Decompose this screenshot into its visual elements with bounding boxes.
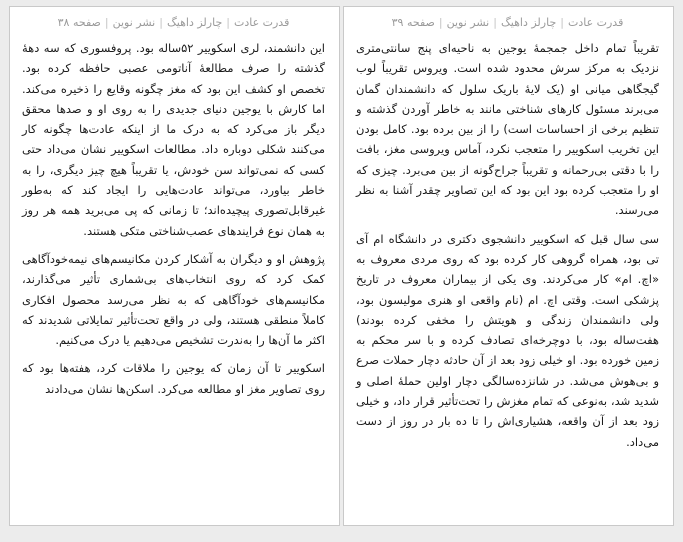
header-separator: | [159, 16, 163, 29]
header-separator: | [560, 16, 564, 29]
paragraph: این دانشمند، لری اسکوییر ۵۲ساله بود. پروفسوری که سه دههٔ گذشته را صرف مطالعهٔ آناتومی عصبی حافظه کرده بود. تخصص او کشف این بود که مغز چگونه وقایع را ذخیره می‌کند. اما کارش با یوجین دنیای جدیدی را به روی او و صدها محقق دیگر باز می‌کرد که به درک ما از اینکه عادت‌ها چگونه کار می‌کنند شکلی دوباره داد. مطالعات اسکوییر نشان می‌داد حتی کسی که نمی‌تواند سن خودش، یا تقریباً هیچ چیز دیگری، را به خاطر بیاورد، می‌تواند عادت‌هایی را ایجاد کند که به‌طور غیرقابل‌تصوری پیچیده‌اند؛ تا زمانی که پی می‌برید همه هر روز به همان نوع فرایندهای عصب‌شناختی متکی هستند. [22, 41, 326, 238]
book-title: قدرت عادت [567, 16, 624, 29]
author-name: چارلز داهیگ [500, 16, 557, 29]
paragraph: تقریباً تمام داخل جمجمهٔ یوجین به ناحیه‌ای پنج سانتی‌متری نزدیک به مرکز سرش محدود شده است. ویروس تقریباً لوب گیجگاهی میانی او (یک لایهٔ باریک سلول که دانشمندان گمان می‌برند مسئول کارهای شناختی مانند به خاطر آوردن گذشته و تنظیم برخی از احساسات است) را از بین برده بود. کامل بودن این تخریب اسکوییر را متعجب نکرد، آماس ویروسی مغز، بافت را با دقتی بی‌رحمانه و تقریباً جراح‌گونه از بین می‌برد. چیزی که او را متعجب کرده بود این بود که این تصاویر چقدر آشنا به نظر می‌رسند. [356, 41, 659, 218]
publisher-name: نشر نوین [446, 16, 490, 29]
publisher-name: نشر نوین [112, 16, 156, 29]
paragraph: پژوهش او و دیگران به آشکار کردن مکانیسم‌های نیمه‌خودآگاهی کمک کرد که روی انتخاب‌های بی‌شماری تأثیر می‌گذارند، مکانیسم‌های خودآگاهی که به نظر می‌رسد محصول افکاری کاملاً منطقی هستند، ولی در واقع تحت‌تأثیر تمایلاتی شدیدند که اکثر ما آن‌ها را به‌ندرت تشخیص می‌دهیم یا درک می‌کنیم. [22, 251, 325, 348]
header-separator: | [226, 16, 230, 29]
book-title: قدرت عادت [233, 16, 290, 29]
paragraph: سی سال قبل که اسکوییر دانشجوی دکتری در دانشگاه ام آی تی بود، همراه گروهی کار کرده بود که روی مردی معروف به «اچ. ام» کار می‌کردند. وی یکی از بیماران معروف در تاریخ پزشکی است. وقتی اچ. ام (نام واقعی او هنری مولیسون بود، ولی دانشمندان زندگی و هویتش را مخفی کرده بودند) هفت‌ساله بود، با دوچرخه‌ای تصادف کرده و با سر محکم به زمین خورده بود. او خیلی زود بعد از آن حادثه دچار حملات صرع و بی‌هوش می‌شد. در شانزده‌سالگی دچار اولین حملهٔ اصلی و شدید شد، به‌نوعی که تمام مغزش را تحت‌تأثیر قرار داد، و خیلی زود بعد از آن واقعه، هشیاری‌اش را تا ده بار در روز از دست می‌داد. [356, 231, 659, 449]
page-header [22, 16, 325, 30]
page-number: صفحه ۳۸ [57, 16, 101, 29]
author-name: چارلز داهیگ [166, 16, 223, 29]
page-right [343, 6, 674, 526]
header-separator: | [493, 16, 497, 29]
page-header [356, 16, 659, 30]
header-separator: | [438, 16, 443, 29]
paragraph: اسکوییر تا آن زمان که یوجین را ملاقات کرد، هفته‌ها بود که روی تصاویر مغز او مطالعه می‌کرد. اسکن‌ها نشان می‌دادند [22, 361, 325, 396]
page-number: صفحه ۳۹ [391, 16, 435, 29]
header-separator: | [104, 16, 109, 29]
page-left [9, 6, 340, 526]
